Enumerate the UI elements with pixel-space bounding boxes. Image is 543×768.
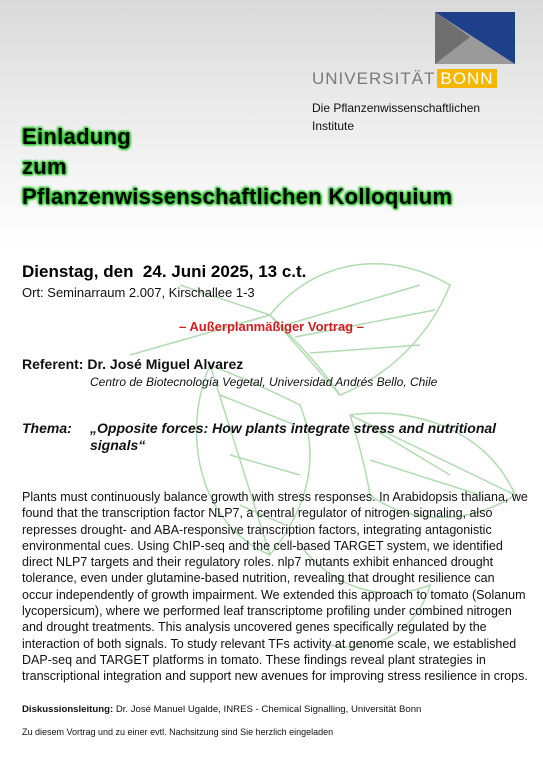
speaker xyxy=(22,356,243,372)
speaker-name: Dr. José Miguel Alvarez xyxy=(87,356,244,372)
topic-label: Thema: xyxy=(22,420,72,436)
invitation-line-2: zum xyxy=(22,154,67,179)
footer-note: Zu diesem Vortrag und zu einer evtl. Nachsitzung sind Sie herzlich eingeladen xyxy=(22,727,334,737)
bonn-label: BONN xyxy=(437,69,496,88)
speaker-affiliation: Centro de Biotecnología Vegetal, Universidad Andrés Bello, Chile xyxy=(90,375,438,389)
event-date: Dienstag, den 24. Juni 2025, 13 c.t. xyxy=(22,262,307,281)
abstract-text: Plants must continuously balance growth with stress responses. In Arabidopsis thaliana, we found that the transcription factor NLP7, a central regulator of nitrogen signaling, also represses drought- and ABA-responsive transcription factors, integrating antagonistic environmental cues. Using ChIP-seq and the cell-based TARGET system, we identified direct NLP7 targets and their regulatory roles. nlp7 mutants exhibit enhanced drought tolerance, even under glutamine-based nutrition, revealing that drought resilience can occur independently of growth impairment. We extended this approach to tomato (Solanum lycopersicum), where we performed leaf transcriptome profiling under combined nitrogen and drought treatments. This analysis uncovered genes specifically regulated by the interaction of both signals. To study relevant TFs activity at genome scale, we established DAP-seq and TARGET platforms in tomato. These findings reveal plant strategies in transcriptional integration and support new avenues for improving stress resilience in crops. xyxy=(22,490,528,684)
invitation-line-3: Pflanzenwissenschaftlichen Kolloquium xyxy=(22,184,453,209)
special-talk-notice: – Außerplanmäßiger Vortrag – xyxy=(179,319,364,334)
invitation-line-1: Einladung xyxy=(22,124,132,149)
discussion-lead xyxy=(22,704,421,715)
event-location: Ort: Seminarraum 2.007, Kirschallee 1-3 xyxy=(22,285,255,300)
discussion-text: Dr. José Manuel Ugalde, INRES - Chemical Signalling, Universität Bonn xyxy=(115,704,422,715)
university-wordmark: UNIVERSITÄT BONN xyxy=(312,69,497,89)
speaker-label: Referent: xyxy=(22,356,84,372)
institute-name: Die Pflanzenwissenschaftlichen Institute xyxy=(312,101,481,133)
discussion-label: Diskussionsleitung: xyxy=(22,704,114,715)
topic-title: „Opposite forces: How plants integrate stress and nutritional signals“ xyxy=(90,420,497,453)
invitation-title xyxy=(22,122,452,212)
